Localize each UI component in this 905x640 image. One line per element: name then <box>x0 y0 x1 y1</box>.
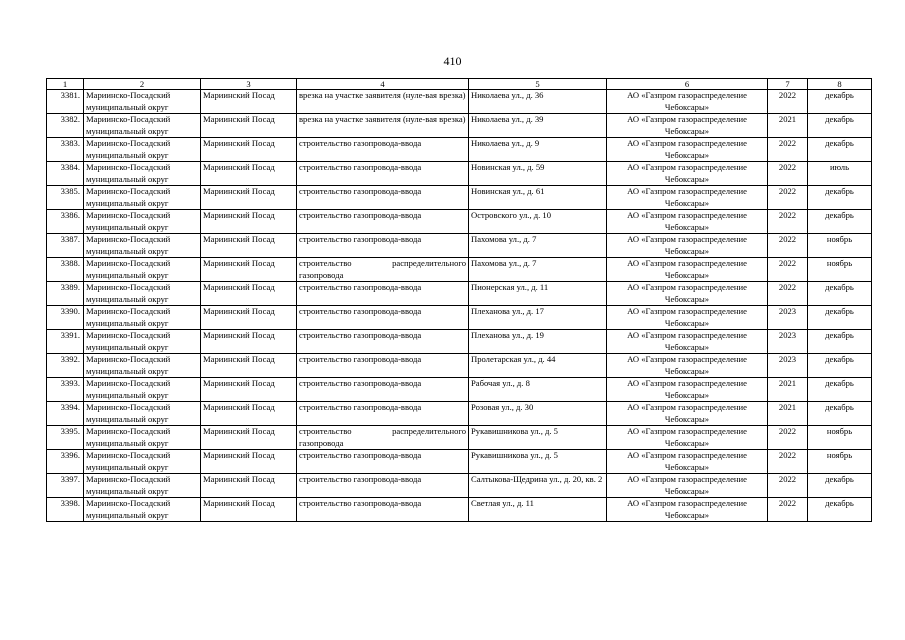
locality-cell: Мариинский Посад <box>201 162 297 186</box>
year-cell: 2023 <box>768 354 808 378</box>
organization-cell: АО «Газпром газораспределение Чебоксары» <box>607 306 768 330</box>
work-type-cell: строительство газопровода-ввода <box>297 282 469 306</box>
organization-cell: АО «Газпром газораспределение Чебоксары» <box>607 378 768 402</box>
address-cell: Пионерская ул., д. 11 <box>469 282 607 306</box>
year-cell: 2022 <box>768 426 808 450</box>
year-cell: 2021 <box>768 378 808 402</box>
column-number: 5 <box>469 79 607 90</box>
page-number: 410 <box>443 54 462 68</box>
work-type-cell: строительство газопровода-ввода <box>297 210 469 234</box>
row-number-cell: 3386. <box>47 210 84 234</box>
organization-cell: АО «Газпром газораспределение Чебоксары» <box>607 210 768 234</box>
year-cell: 2023 <box>768 330 808 354</box>
district-cell: Мариинско-Посадский муниципальный округ <box>84 186 201 210</box>
month-cell: ноябрь <box>808 450 872 474</box>
locality-cell: Мариинский Посад <box>201 306 297 330</box>
organization-cell: АО «Газпром газораспределение Чебоксары» <box>607 330 768 354</box>
locality-cell: Мариинский Посад <box>201 450 297 474</box>
year-cell: 2021 <box>768 402 808 426</box>
column-number: 6 <box>607 79 768 90</box>
table-row <box>47 330 872 354</box>
work-type-cell: строительство газопровода-ввода <box>297 354 469 378</box>
year-cell: 2022 <box>768 234 808 258</box>
work-type-cell: врезка на участке заявителя (нуле-вая врезка) <box>297 114 469 138</box>
work-type-cell: строительство распределительного газопровода <box>297 426 469 450</box>
district-cell: Мариинско-Посадский муниципальный округ <box>84 210 201 234</box>
locality-cell: Мариинский Посад <box>201 426 297 450</box>
work-type-cell: строительство газопровода-ввода <box>297 234 469 258</box>
locality-cell: Мариинский Посад <box>201 114 297 138</box>
district-cell: Мариинско-Посадский муниципальный округ <box>84 258 201 282</box>
work-type-cell: строительство газопровода-ввода <box>297 474 469 498</box>
work-type-cell: строительство распределительного газопровода <box>297 258 469 282</box>
month-cell: декабрь <box>808 402 872 426</box>
work-type-cell: строительство газопровода-ввода <box>297 378 469 402</box>
address-cell: Плеханова ул., д. 19 <box>469 330 607 354</box>
month-cell: декабрь <box>808 498 872 522</box>
locality-cell: Мариинский Посад <box>201 186 297 210</box>
organization-cell: АО «Газпром газораспределение Чебоксары» <box>607 234 768 258</box>
row-number-cell: 3395. <box>47 426 84 450</box>
locality-cell: Мариинский Посад <box>201 258 297 282</box>
locality-cell: Мариинский Посад <box>201 282 297 306</box>
year-cell: 2023 <box>768 306 808 330</box>
year-cell: 2022 <box>768 282 808 306</box>
locality-cell: Мариинский Посад <box>201 234 297 258</box>
month-cell: декабрь <box>808 114 872 138</box>
month-cell: ноябрь <box>808 426 872 450</box>
table-row <box>47 138 872 162</box>
month-cell: декабрь <box>808 306 872 330</box>
district-cell: Мариинско-Посадский муниципальный округ <box>84 306 201 330</box>
month-cell: декабрь <box>808 330 872 354</box>
table-row <box>47 378 872 402</box>
address-cell: Пролетарская ул., д. 44 <box>469 354 607 378</box>
year-cell: 2022 <box>768 258 808 282</box>
table-row <box>47 450 872 474</box>
row-number-cell: 3398. <box>47 498 84 522</box>
row-number-cell: 3396. <box>47 450 84 474</box>
year-cell: 2022 <box>768 498 808 522</box>
month-cell: декабрь <box>808 354 872 378</box>
row-number-cell: 3393. <box>47 378 84 402</box>
address-cell: Светлая ул., д. 11 <box>469 498 607 522</box>
row-number-cell: 3390. <box>47 306 84 330</box>
address-cell: Островского ул., д. 10 <box>469 210 607 234</box>
organization-cell: АО «Газпром газораспределение Чебоксары» <box>607 426 768 450</box>
address-cell: Пахомова ул., д. 7 <box>469 234 607 258</box>
row-number-cell: 3389. <box>47 282 84 306</box>
locality-cell: Мариинский Посад <box>201 330 297 354</box>
row-number-cell: 3382. <box>47 114 84 138</box>
year-cell: 2022 <box>768 474 808 498</box>
district-cell: Мариинско-Посадский муниципальный округ <box>84 330 201 354</box>
address-cell: Николаева ул., д. 39 <box>469 114 607 138</box>
year-cell: 2021 <box>768 114 808 138</box>
table-row <box>47 354 872 378</box>
month-cell: декабрь <box>808 378 872 402</box>
district-cell: Мариинско-Посадский муниципальный округ <box>84 378 201 402</box>
district-cell: Мариинско-Посадский муниципальный округ <box>84 282 201 306</box>
district-cell: Мариинско-Посадский муниципальный округ <box>84 354 201 378</box>
locality-cell: Мариинский Посад <box>201 138 297 162</box>
table-row <box>47 306 872 330</box>
table-row <box>47 402 872 426</box>
year-cell: 2022 <box>768 162 808 186</box>
district-cell: Мариинско-Посадский муниципальный округ <box>84 90 201 114</box>
table-row <box>47 114 872 138</box>
district-cell: Мариинско-Посадский муниципальный округ <box>84 162 201 186</box>
row-number-cell: 3392. <box>47 354 84 378</box>
address-cell: Розовая ул., д. 30 <box>469 402 607 426</box>
organization-cell: АО «Газпром газораспределение Чебоксары» <box>607 498 768 522</box>
column-number: 7 <box>768 79 808 90</box>
address-cell: Николаева ул., д. 9 <box>469 138 607 162</box>
row-number-cell: 3387. <box>47 234 84 258</box>
locality-cell: Мариинский Посад <box>201 498 297 522</box>
column-number-row <box>47 79 872 90</box>
work-type-cell: строительство газопровода-ввода <box>297 138 469 162</box>
month-cell: декабрь <box>808 90 872 114</box>
column-number: 8 <box>808 79 872 90</box>
work-type-cell: строительство газопровода-ввода <box>297 186 469 210</box>
gasification-table <box>46 78 872 522</box>
year-cell: 2022 <box>768 138 808 162</box>
district-cell: Мариинско-Посадский муниципальный округ <box>84 114 201 138</box>
table-row <box>47 474 872 498</box>
table-row <box>47 162 872 186</box>
month-cell: декабрь <box>808 282 872 306</box>
organization-cell: АО «Газпром газораспределение Чебоксары» <box>607 90 768 114</box>
organization-cell: АО «Газпром газораспределение Чебоксары» <box>607 258 768 282</box>
work-type-cell: строительство газопровода-ввода <box>297 450 469 474</box>
month-cell: июль <box>808 162 872 186</box>
organization-cell: АО «Газпром газораспределение Чебоксары» <box>607 138 768 162</box>
organization-cell: АО «Газпром газораспределение Чебоксары» <box>607 450 768 474</box>
row-number-cell: 3391. <box>47 330 84 354</box>
work-type-cell: врезка на участке заявителя (нуле-вая врезка) <box>297 90 469 114</box>
month-cell: декабрь <box>808 474 872 498</box>
organization-cell: АО «Газпром газораспределение Чебоксары» <box>607 474 768 498</box>
address-cell: Рукавишникова ул., д. 5 <box>469 450 607 474</box>
organization-cell: АО «Газпром газораспределение Чебоксары» <box>607 402 768 426</box>
work-type-cell: строительство газопровода-ввода <box>297 402 469 426</box>
table-row <box>47 90 872 114</box>
organization-cell: АО «Газпром газораспределение Чебоксары» <box>607 186 768 210</box>
district-cell: Мариинско-Посадский муниципальный округ <box>84 474 201 498</box>
work-type-cell: строительство газопровода-ввода <box>297 162 469 186</box>
locality-cell: Мариинский Посад <box>201 402 297 426</box>
column-number: 3 <box>201 79 297 90</box>
table-row <box>47 498 872 522</box>
month-cell: декабрь <box>808 186 872 210</box>
district-cell: Мариинско-Посадский муниципальный округ <box>84 450 201 474</box>
table-row <box>47 186 872 210</box>
district-cell: Мариинско-Посадский муниципальный округ <box>84 498 201 522</box>
row-number-cell: 3383. <box>47 138 84 162</box>
organization-cell: АО «Газпром газораспределение Чебоксары» <box>607 282 768 306</box>
address-cell: Пахомова ул., д. 7 <box>469 258 607 282</box>
district-cell: Мариинско-Посадский муниципальный округ <box>84 138 201 162</box>
address-cell: Новинская ул., д. 61 <box>469 186 607 210</box>
year-cell: 2022 <box>768 450 808 474</box>
locality-cell: Мариинский Посад <box>201 354 297 378</box>
table-row <box>47 234 872 258</box>
row-number-cell: 3397. <box>47 474 84 498</box>
work-type-cell: строительство газопровода-ввода <box>297 330 469 354</box>
district-cell: Мариинско-Посадский муниципальный округ <box>84 234 201 258</box>
organization-cell: АО «Газпром газораспределение Чебоксары» <box>607 114 768 138</box>
month-cell: ноябрь <box>808 234 872 258</box>
row-number-cell: 3388. <box>47 258 84 282</box>
locality-cell: Мариинский Посад <box>201 378 297 402</box>
row-number-cell: 3385. <box>47 186 84 210</box>
column-number: 1 <box>47 79 84 90</box>
year-cell: 2022 <box>768 90 808 114</box>
address-cell: Новинская ул., д. 59 <box>469 162 607 186</box>
locality-cell: Мариинский Посад <box>201 210 297 234</box>
row-number-cell: 3384. <box>47 162 84 186</box>
district-cell: Мариинско-Посадский муниципальный округ <box>84 402 201 426</box>
address-cell: Рукавишникова ул., д. 5 <box>469 426 607 450</box>
year-cell: 2022 <box>768 210 808 234</box>
address-cell: Салтыкова-Щедрина ул., д. 20, кв. 2 <box>469 474 607 498</box>
column-number: 2 <box>84 79 201 90</box>
month-cell: ноябрь <box>808 258 872 282</box>
column-number: 4 <box>297 79 469 90</box>
table-row <box>47 282 872 306</box>
row-number-cell: 3381. <box>47 90 84 114</box>
year-cell: 2022 <box>768 186 808 210</box>
table-row <box>47 258 872 282</box>
month-cell: декабрь <box>808 210 872 234</box>
table-row <box>47 426 872 450</box>
address-cell: Рабочая ул., д. 8 <box>469 378 607 402</box>
row-number-cell: 3394. <box>47 402 84 426</box>
address-cell: Плеханова ул., д. 17 <box>469 306 607 330</box>
month-cell: декабрь <box>808 138 872 162</box>
locality-cell: Мариинский Посад <box>201 90 297 114</box>
work-type-cell: строительство газопровода-ввода <box>297 498 469 522</box>
work-type-cell: строительство газопровода-ввода <box>297 306 469 330</box>
table-row <box>47 210 872 234</box>
district-cell: Мариинско-Посадский муниципальный округ <box>84 426 201 450</box>
locality-cell: Мариинский Посад <box>201 474 297 498</box>
address-cell: Николаева ул., д. 36 <box>469 90 607 114</box>
organization-cell: АО «Газпром газораспределение Чебоксары» <box>607 162 768 186</box>
organization-cell: АО «Газпром газораспределение Чебоксары» <box>607 354 768 378</box>
